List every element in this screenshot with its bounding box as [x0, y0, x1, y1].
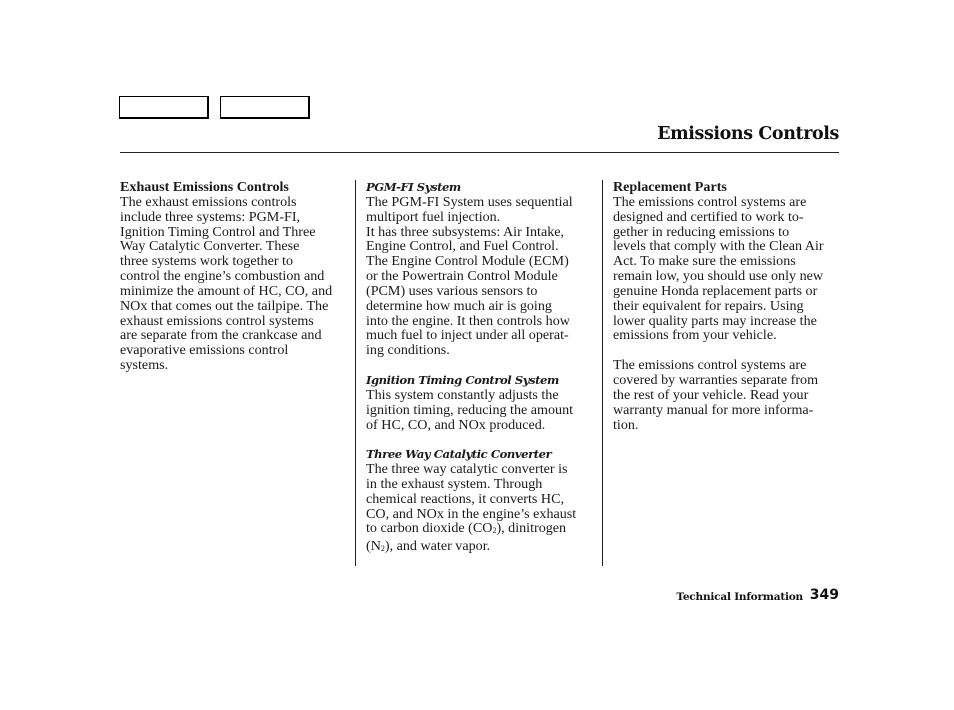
text-line: covered by warranties separate from [613, 371, 819, 388]
text-line: (PCM) uses various sensors to [366, 282, 538, 299]
text-line: gether in reducing emissions to [613, 223, 790, 240]
text-line: systems. [120, 357, 169, 374]
text-line: of HC, CO, and NOx produced. [366, 416, 546, 433]
text-line: It has three subsystems: Air Intake, [366, 223, 565, 240]
subsection-heading: PGM-FI System [366, 180, 461, 194]
text-line: designed and certified to work to- [613, 208, 804, 225]
text-line: remain low, you should use only new [613, 268, 824, 285]
text-line: or the Powertrain Control Module [366, 268, 558, 285]
previous-page-button[interactable] [119, 96, 209, 119]
text-line: Act. To make sure the emissions [613, 253, 796, 270]
footer-section-label: Technical Information [676, 591, 803, 603]
subscript: 2 [492, 526, 497, 536]
text-line: CO, and NOx in the engine’s exhaust [366, 505, 577, 522]
paragraph-gap [366, 432, 598, 447]
text-fragment: (N [366, 538, 381, 555]
text-fragment: ), and water vapor. [384, 538, 491, 555]
text-line: determine how much air is going [366, 297, 552, 314]
text-line [366, 521, 598, 539]
column-divider-left [355, 180, 356, 566]
text-line: much fuel to inject under all operat- [366, 327, 569, 344]
text-line: lower quality parts may increase the [613, 312, 817, 329]
text-line: This system constantly adjusts the [366, 386, 559, 403]
subsection-heading: Three Way Catalytic Converter [366, 447, 552, 462]
section-heading: Replacement Parts [613, 179, 727, 195]
text-line: exhaust emissions control systems [120, 312, 314, 329]
text-line: NOx that comes out the tailpipe. The [120, 297, 329, 314]
text-line [366, 539, 598, 557]
text-fragment: to carbon dioxide (CO [366, 520, 493, 537]
text-line: Engine Control, and Fuel Control. [366, 238, 559, 255]
text-line: in the exhaust system. Through [366, 475, 543, 492]
page-title: Emissions Controls [657, 124, 839, 144]
column-exhaust-emissions [120, 180, 352, 373]
text-line: The PGM-FI System uses sequential [366, 193, 573, 210]
text-line: ing conditions. [366, 342, 450, 359]
text-line: The Engine Control Module (ECM) [366, 253, 569, 270]
text-line: The emissions control systems are [613, 357, 807, 374]
text-line: warranty manual for more informa- [613, 401, 814, 418]
subsection-heading: Ignition Timing Control System [366, 372, 559, 387]
column-replacement-parts [613, 180, 843, 432]
text-line: their equivalent for repairs. Using [613, 297, 804, 314]
text-line: chemical reactions, it converts HC, [366, 490, 565, 507]
text-line: control the engine’s combustion and [120, 268, 325, 285]
text-line: The emissions control systems are [613, 193, 807, 210]
text-line: are separate from the crankcase and [120, 327, 322, 344]
text-line: ignition timing, reducing the amount [366, 401, 574, 418]
section-heading: Exhaust Emissions Controls [120, 179, 289, 195]
paragraph-gap [613, 343, 843, 358]
text-line: evaporative emissions control [120, 342, 289, 359]
text-fragment: ), dinitrogen [496, 520, 567, 537]
text-line: levels that comply with the Clean Air [613, 238, 824, 255]
text-line: multiport fuel injection. [366, 208, 501, 225]
text-line: The exhaust emissions controls [120, 193, 297, 210]
text-line: three systems work together to [120, 253, 293, 270]
column-divider-right [602, 180, 603, 566]
text-line: include three systems: PGM-FI, [120, 208, 301, 225]
text-line: minimize the amount of HC, CO, and [120, 282, 333, 299]
text-line: Ignition Timing Control and Three [120, 223, 316, 240]
title-divider [120, 152, 839, 153]
paragraph-gap [366, 358, 598, 373]
text-line: genuine Honda replacement parts or [613, 282, 818, 299]
text-line: the rest of your vehicle. Read your [613, 386, 809, 403]
subscript: 2 [380, 544, 385, 554]
next-page-button[interactable] [220, 96, 310, 119]
text-line: tion. [613, 416, 639, 433]
text-line: The three way catalytic converter is [366, 461, 568, 478]
page-number: 349 [809, 587, 839, 603]
column-pgmfi-ignition-catalytic [366, 180, 598, 557]
text-line: emissions from your vehicle. [613, 327, 777, 344]
text-line: Way Catalytic Converter. These [120, 238, 300, 255]
text-line: into the engine. It then controls how [366, 312, 570, 329]
